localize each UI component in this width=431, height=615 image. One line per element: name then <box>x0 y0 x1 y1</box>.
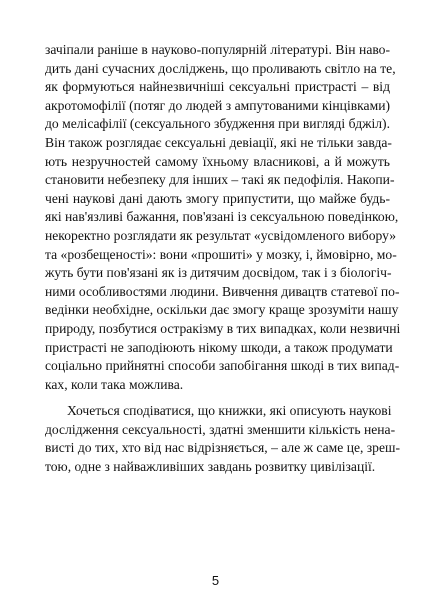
text-line: Хочеться сподіватися, що книжки, які описують наукові <box>67 403 392 419</box>
text-line: природу, позбутися остракізму в тих випадках, коли незвичні <box>45 320 401 336</box>
text-line: зачіпали раніше в науково-популярній літературі. Він наво- <box>45 42 390 57</box>
text-line: та «розбещеності»: вони «прошиті» у мозку, і, ймовірно, мо- <box>45 246 397 262</box>
text-line: чені наукові дані дають змогу припустити, що майже будь- <box>45 190 390 206</box>
text-line: ведінки необхідне, оскільки дає змогу краще зрозуміти нашу <box>45 302 399 318</box>
text-line: пристрасті не заподіюють нікому шкоди, а також продумати <box>45 339 393 355</box>
text-line: соціально прийнятні способи запобігання шкоді в тих випад- <box>45 358 400 374</box>
text-line: ними особливостями людини. Вивчення дивацтв статевої по- <box>45 283 400 299</box>
page-number: 5 <box>211 573 220 588</box>
text-line: до мелісафілії (сексуального збудження при вигляді бджіл). <box>45 116 390 132</box>
text-line: акротомофілії (потяг до людей з ампутованими кінцівками) <box>45 97 390 113</box>
text-line: дослідження сексуальності, здатні зменшити кількість нена- <box>45 421 396 437</box>
paragraph-1 <box>45 41 401 394</box>
text-line: ють незручностей самому їхньому власникові, а й можуть <box>45 153 390 169</box>
body-text <box>45 41 401 477</box>
text-line: як формуються найнезвичніші сексуальні пристрасті – від <box>45 79 390 95</box>
text-line: Він також розглядає сексуальні девіації, які не тільки завда- <box>45 134 392 150</box>
text-line: висті до тих, хто від нас відрізняється, – але ж саме це, зреш- <box>45 440 400 456</box>
text-line: жуть бути пов'язані як із дитячим досвідом, так і з біологіч- <box>45 265 392 281</box>
text-line: становити небезпеку для інших – такі як педофілія. Накопи- <box>45 172 395 188</box>
text-line: тою, одне з найважливіших завдань розвитку цивілізації. <box>45 459 376 475</box>
text-line: ках, коли така можлива. <box>45 376 184 392</box>
text-line: некоректно розглядати як результат «усвідомленого вибору» <box>45 227 397 243</box>
text-line: дить дані сучасних досліджень, що проливають світло на те, <box>45 60 396 76</box>
text-line: які нав'язливі бажання, пов'язані із сексуальною поведінкою, <box>45 209 399 225</box>
paragraph-gap <box>45 394 390 402</box>
paragraph-2 <box>45 402 400 476</box>
